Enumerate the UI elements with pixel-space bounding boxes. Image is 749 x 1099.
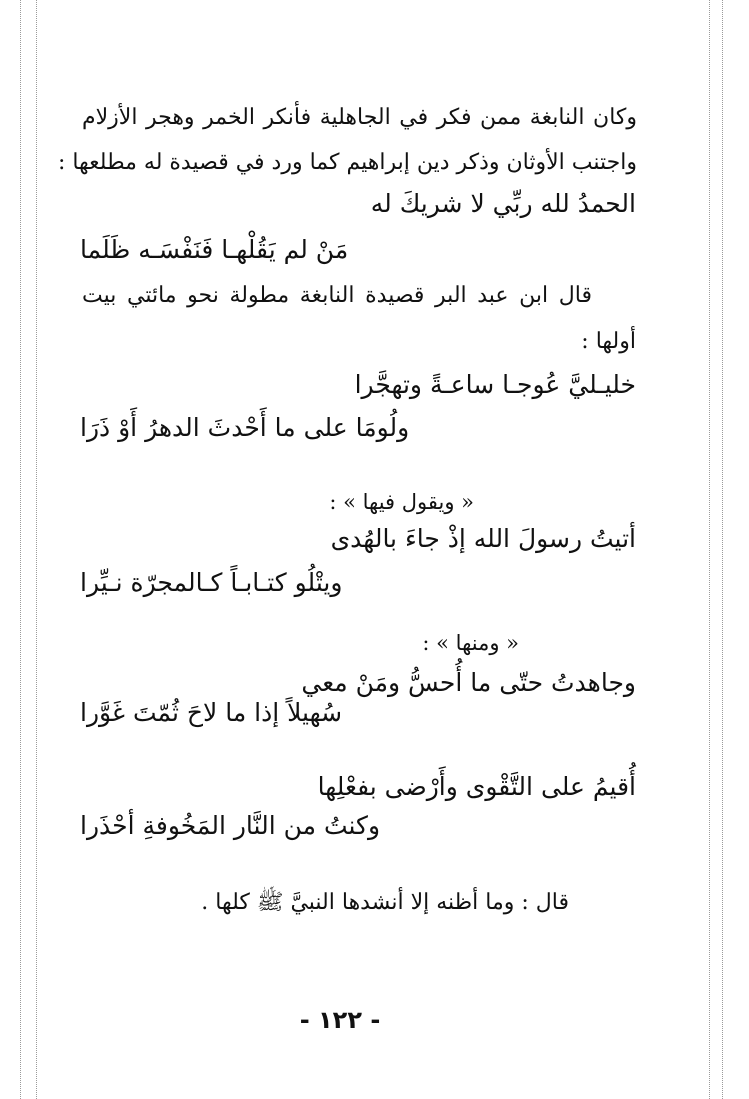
scan-guide-line [36,0,37,1099]
prose-line: قال ابن عبد البر قصيدة النابغة مطولة نحو مائتي بيت [82,283,592,308]
page-number: - ١٢٢ - [299,1006,381,1034]
verse-line: ولُومَا على ما أَحْدثَ الدهرُ أَوْ ذَرَا [80,413,410,442]
verse-line: أُقيمُ على التَّقْوى وأَرْضى بفعْلِها [317,772,636,801]
verse-line: الحمدُ لله ربِّي لا شريكَ له [370,189,636,218]
section-label: « ويقول فيها » : [329,490,474,514]
prose-line: واجتنب الأوثان وذكر دين إبراهيم كما ورد في قصيدة له مطلعها : [57,150,637,175]
verse-line: سُهيلاً إذا ما لاحَ ثُمّتَ غَوَّرا [80,698,343,727]
verse-line: مَنْ لم يَقُلْهـا فَنَفْسَـه ظَلَما [80,235,349,264]
verse-line: وكنتُ من النَّار المَخُوفةِ أحْذَرا [80,811,381,840]
verse-line: وجاهدتُ حتّى ما أُحسُّ ومَنْ معي [301,668,636,697]
scan-guide-line [722,0,723,1099]
scan-guide-line [709,0,710,1099]
verse-line: خليـليَّ عُوجـا ساعـةً وتهجَّرا [354,370,636,399]
section-label: « ومنها » : [422,631,519,655]
prose-line: وكان النابغة ممن فكر في الجاهلية فأنكر الخمر وهجر الأزلام [82,105,637,130]
prose-line: أولها : [581,329,636,354]
scan-guide-line [20,0,21,1099]
verse-line: أتيتُ رسولَ الله إذْ جاءَ بالهُدى [330,524,636,553]
prose-line: قال : وما أظنه إلا أنشدها النبيَّ ﷺ كلها . [201,890,569,915]
verse-line: ويتْلُو كتـابـاً كـالمجرّة نـيِّرا [80,568,343,597]
